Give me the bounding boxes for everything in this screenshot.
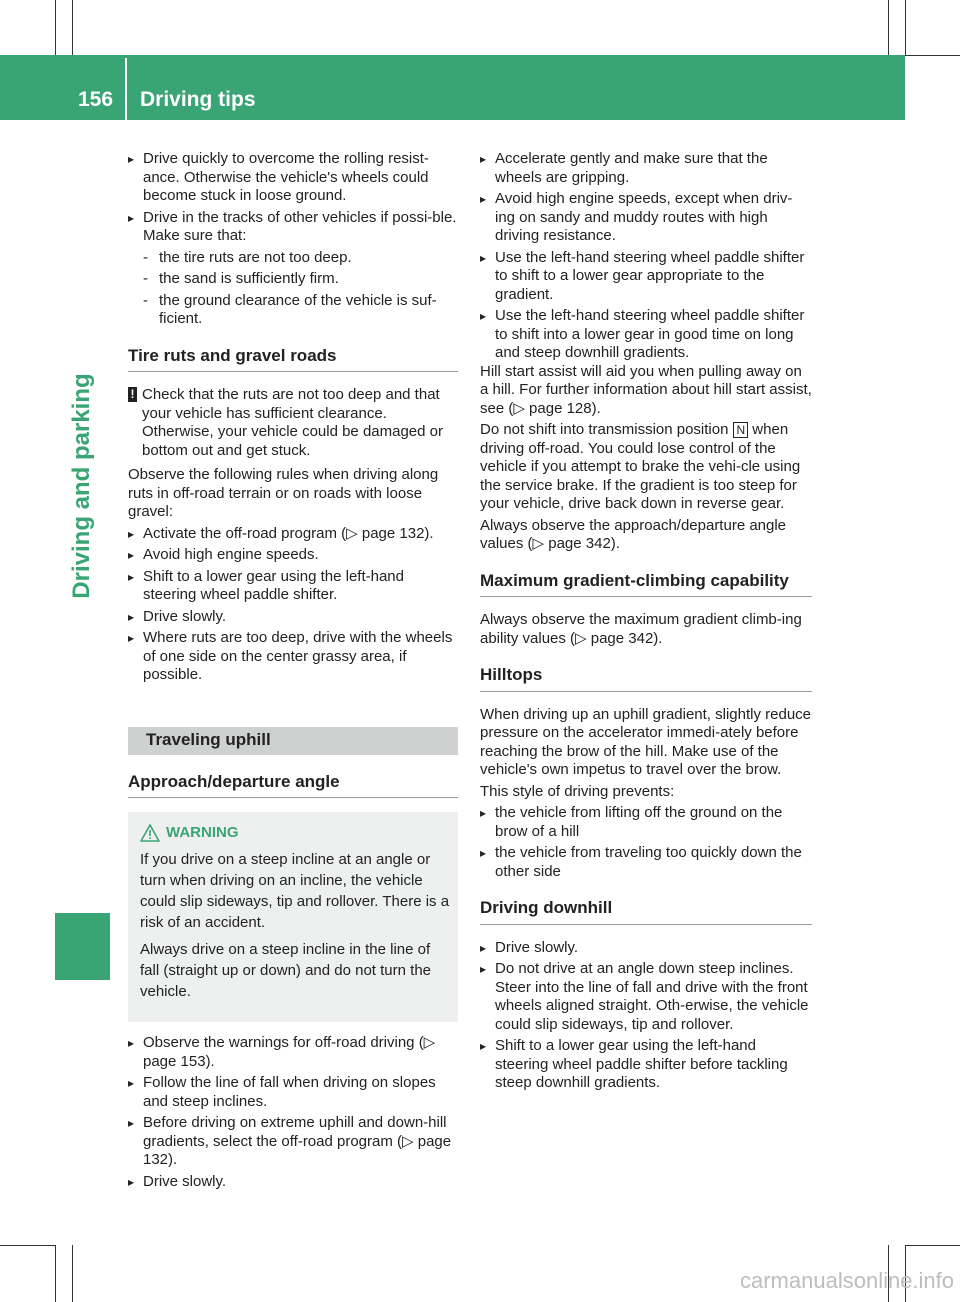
warning-triangle-icon: [140, 824, 160, 842]
left-column: [128, 150, 458, 1191]
list-item: ▸ Use the left-hand steering wheel paddle shifter to shift to a lower gear appropriate to the gradient.: [480, 249, 812, 305]
paragraph: When driving up an uphill gradient, slightly reduce pressure on the accelerator immedi-ately before reaching the brow of the hill. Make use of the vehicle's own impetus to travel over the brow.: [480, 705, 812, 778]
side-tab-label: Driving and parking: [68, 373, 95, 599]
header-divider: [125, 58, 127, 120]
section-heading: Tire ruts and gravel roads: [128, 347, 458, 373]
section-heading: Approach/departure angle: [128, 773, 458, 799]
crop-mark: [0, 1245, 55, 1246]
paragraph: [480, 421, 812, 514]
page-number: 156: [78, 88, 114, 111]
damage-note: [128, 386, 458, 460]
crop-mark: [55, 1245, 56, 1302]
paragraph: Observe the following rules when driving along ruts in off-road terrain or on roads with loose gravel:: [128, 466, 439, 520]
crop-mark: [905, 0, 906, 55]
exclamation-icon: !: [128, 387, 137, 402]
crop-mark: [55, 0, 56, 55]
crop-mark: [888, 0, 889, 55]
paragraph: Hill start assist will aid you when pulling away on a hill. For further information about hill start assist, see (▷ page 128).: [480, 362, 812, 417]
warning-header: [140, 822, 450, 843]
warning-text: If you drive on a steep incline at an angle or turn when driving on an incline, the vehicle could slip sideways, tip and rollover. There is a risk of an accident.: [140, 851, 450, 931]
section-heading: Maximum gradient-climbing capability: [480, 572, 812, 598]
crop-mark: [905, 55, 960, 56]
paragraph: Always observe the maximum gradient climb-ing ability values (▷ page 342).: [480, 611, 802, 647]
sub-list-item: - the sand is sufficiently firm.: [128, 270, 458, 289]
list-item: ▸ Accelerate gently and make sure that the wheels are gripping.: [480, 150, 812, 187]
list-item: ▸ Drive slowly.: [480, 939, 812, 958]
paragraph: This style of driving prevents:: [480, 782, 675, 800]
list-item: ▸ Drive in the tracks of other vehicles if possi-ble. Make sure that:: [128, 209, 458, 246]
warning-label: WARNING: [166, 824, 239, 841]
list-item: ▸ Do not drive at an angle down steep inclines. Steer into the line of fall and drive with the front wheels aligned straight. Oth-erwise, the vehicle could slip sideways, tip and rollover.: [480, 960, 812, 1034]
crop-mark: [72, 0, 73, 55]
section-band: Traveling uphill: [128, 727, 458, 755]
footer-watermark[interactable]: carmanualsonline.info: [740, 1268, 955, 1293]
list-item: ▸ Observe the warnings for off-road driving (▷ page 153).: [128, 1034, 458, 1071]
list-item: ▸ Where ruts are too deep, drive with the wheels of one side on the center grassy area, if possible.: [128, 629, 458, 685]
paragraph-text: Do not shift into transmission position: [480, 421, 729, 438]
sub-list-item: - the ground clearance of the vehicle is suf-ficient.: [128, 292, 458, 329]
page-header: [0, 55, 905, 120]
paragraph-text: when driving off-road. You could lose control of the vehicle if you attempt to brake the vehi-cle using the service brake. If the gradient is too steep for your vehicle, drive back down in reverse gear.: [480, 421, 801, 512]
list-item: ▸ Use the left-hand steering wheel paddle shifter to shift into a lower gear in good time on long and steep downhill gradients.: [480, 307, 812, 363]
list-item: ▸ Avoid high engine speeds, except when driv-ing on sandy and muddy routes with high driving resistance.: [480, 190, 812, 246]
page-title: Driving tips: [140, 88, 256, 111]
list-item: ▸ Follow the line of fall when driving on slopes and steep inclines.: [128, 1074, 458, 1111]
list-item: ▸ Shift to a lower gear using the left-hand steering wheel paddle shifter.: [128, 568, 458, 605]
list-item: ▸ Drive slowly.: [128, 1173, 458, 1192]
list-item: ▸ Avoid high engine speeds.: [128, 546, 458, 565]
sub-list-item: - the tire ruts are not too deep.: [128, 249, 458, 268]
crop-mark: [905, 1245, 960, 1246]
neutral-symbol-icon: N: [733, 422, 748, 438]
list-item: ▸ Drive slowly.: [128, 608, 458, 627]
list-item: ▸ the vehicle from lifting off the ground on the brow of a hill: [480, 804, 812, 841]
section-heading: Driving downhill: [480, 899, 812, 925]
section-heading: Hilltops: [480, 666, 812, 692]
crop-mark: [72, 1245, 73, 1302]
list-item: ▸ Drive quickly to overcome the rolling resist-ance. Otherwise the vehicle's wheels could become stuck in loose ground.: [128, 150, 458, 206]
right-column: [480, 150, 812, 1093]
list-item: ▸ Before driving on extreme uphill and down-hill gradients, select the off-road program (▷ page 132).: [128, 1114, 458, 1170]
list-item: ▸ the vehicle from traveling too quickly down the other side: [480, 844, 812, 881]
warning-box: [128, 812, 458, 1022]
note-text: Check that the ruts are not too deep and that your vehicle has sufficient clearance. Otherwise, your vehicle could be damaged or bottom out and get stuck.: [142, 386, 443, 459]
list-item: ▸ Shift to a lower gear using the left-hand steering wheel paddle shifter before tackling steep downhill gradients.: [480, 1037, 812, 1093]
warning-text: Always drive on a steep incline in the line of fall (straight up or down) and do not turn the vehicle.: [140, 941, 432, 1000]
list-item: ▸ Activate the off-road program (▷ page 132).: [128, 525, 458, 544]
side-tab-marker: [55, 913, 110, 980]
paragraph: Always observe the approach/departure angle values (▷ page 342).: [480, 516, 787, 552]
